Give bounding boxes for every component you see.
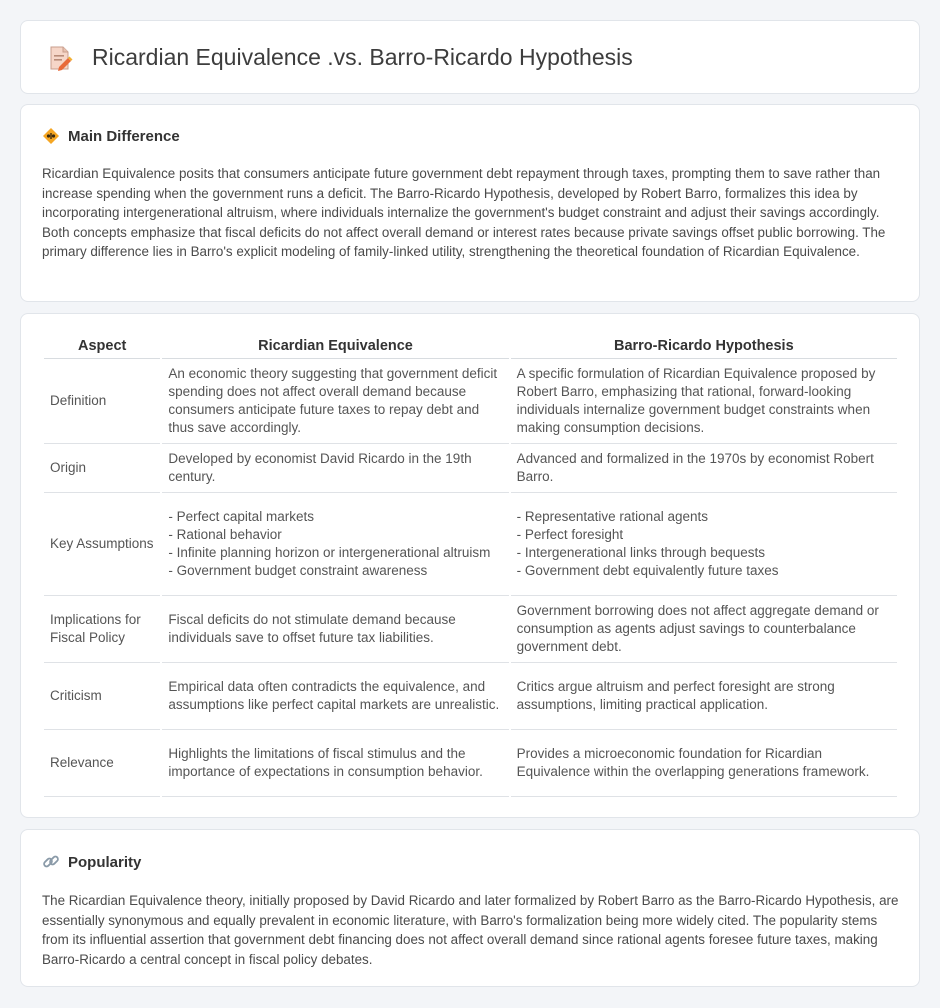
row-aspect: Criticism (44, 663, 160, 730)
link-icon (42, 853, 60, 871)
row-barro: A specific formulation of Ricardian Equivalence proposed by Robert Barro, emphasizing that rational, forward-looking individuals internalize government budget constraints when making consumption decisions. (511, 359, 897, 444)
header-barro: Barro-Ricardo Hypothesis (511, 334, 897, 359)
table-row (44, 730, 897, 797)
diamond-sign-icon (42, 127, 60, 145)
table-row (44, 663, 897, 730)
table-header-row (44, 334, 897, 359)
table-row (44, 359, 897, 444)
document-edit-icon (47, 45, 73, 71)
row-ricardian: Empirical data often contradicts the equivalence, and assumptions like perfect capital markets are unrealistic. (162, 663, 508, 730)
row-aspect: Key Assumptions (44, 493, 160, 596)
main-difference-header (42, 127, 180, 145)
popularity-title: Popularity (68, 853, 142, 871)
comparison-table-card (20, 313, 920, 818)
popularity-text: The Ricardian Equivalence theory, initially proposed by David Ricardo and later formalized by Robert Barro as the Barro-Ricardo Hypothesis, are essentially synonymous and equally prevalent in economic literature, with Barro's formalization being more widely cited. The popularity stems from its influential assertion that government debt financing does not affect overall demand since rational agents foresee future taxes, making Barro-Ricardo a central concept in fiscal policy debates. (42, 893, 899, 967)
popularity-card (20, 829, 920, 987)
row-barro: - Representative rational agents - Perfect foresight - Intergenerational links through bequests - Government debt equivalently future taxes (511, 493, 897, 596)
row-barro: Critics argue altruism and perfect foresight are strong assumptions, limiting practical application. (511, 663, 897, 730)
row-ricardian: Fiscal deficits do not stimulate demand because individuals save to offset future tax liabilities. (162, 596, 508, 663)
table-row (44, 444, 897, 493)
popularity-header (42, 853, 141, 871)
row-aspect: Relevance (44, 730, 160, 797)
row-ricardian: An economic theory suggesting that government deficit spending does not affect overall demand because consumers anticipate future taxes to repay debt and thus save accordingly. (162, 359, 508, 444)
comparison-table (42, 334, 899, 797)
main-difference-card (20, 104, 920, 302)
title-card (20, 20, 920, 94)
main-difference-text: Ricardian Equivalence posits that consumers anticipate future government debt repayment through taxes, prompting them to save rather than increase spending when the government runs a deficit. The Barro-Ricardo Hypothesis, developed by Robert Barro, formalizes this idea by incorporating intergenerational altruism, where individuals internalize the government's budget constraint and adjust their savings accordingly. Both concepts emphasize that fiscal deficits do not affect overall demand or interest rates because private savings offset public borrowing. The primary difference lies in Barro's explicit modeling of family-linked utility, strengthening the theoretical foundation of Ricardian Equivalence. (42, 166, 886, 259)
row-aspect: Implications for Fiscal Policy (44, 596, 160, 663)
row-ricardian: Highlights the limitations of fiscal stimulus and the importance of expectations in consumption behavior. (162, 730, 508, 797)
row-barro: Advanced and formalized in the 1970s by economist Robert Barro. (511, 444, 897, 493)
table-row (44, 493, 897, 596)
row-aspect: Origin (44, 444, 160, 493)
row-barro: Government borrowing does not affect aggregate demand or consumption as agents adjust savings to counterbalance government debt. (511, 596, 897, 663)
table-row (44, 596, 897, 663)
row-aspect: Definition (44, 359, 160, 444)
row-barro: Provides a microeconomic foundation for Ricardian Equivalence within the overlapping generations framework. (511, 730, 897, 797)
header-aspect: Aspect (44, 334, 160, 359)
main-difference-title: Main Difference (68, 127, 180, 145)
header-ricardian: Ricardian Equivalence (162, 334, 508, 359)
row-ricardian: - Perfect capital markets - Rational behavior - Infinite planning horizon or intergenerational altruism - Government budget constraint awareness (162, 493, 508, 596)
row-ricardian: Developed by economist David Ricardo in the 19th century. (162, 444, 508, 493)
page-title: Ricardian Equivalence .vs. Barro-Ricardo Hypothesis (92, 44, 633, 70)
